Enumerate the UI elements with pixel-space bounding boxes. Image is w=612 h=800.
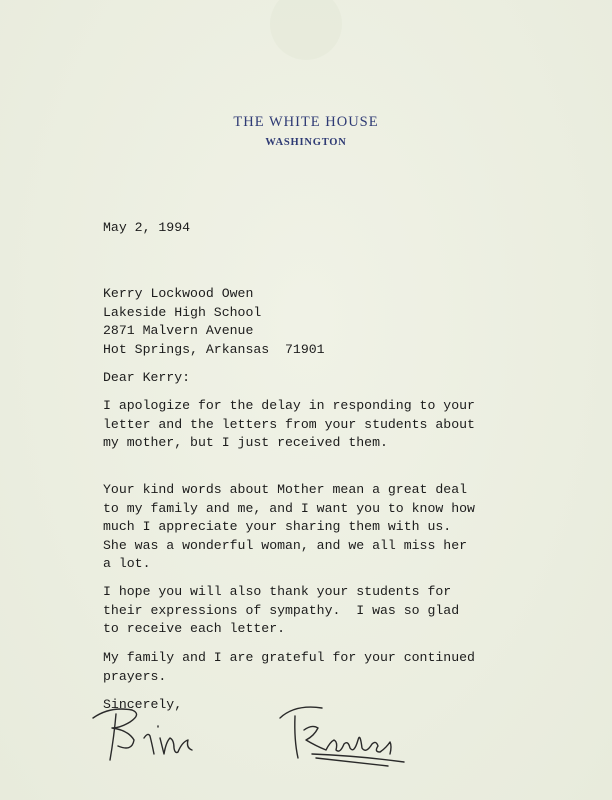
body-line: to receive each letter.: [103, 621, 286, 636]
address-line: Kerry Lockwood Owen: [103, 286, 254, 301]
body-line: much I appreciate your sharing them with us.: [103, 519, 452, 534]
closing: Sincerely,: [103, 697, 183, 712]
address-line: Lakeside High School: [103, 304, 262, 320]
body-line: their expressions of sympathy. I was so glad: [103, 602, 460, 618]
body-line: a lot.: [103, 556, 151, 571]
letter-date: May 2, 1994: [103, 220, 191, 235]
handwritten-signature: [90, 682, 430, 772]
body-line: I hope you will also thank your students for: [103, 584, 452, 599]
body-line: letter and the letters from your students about: [103, 416, 475, 432]
address-line: 2871 Malvern Avenue: [103, 323, 254, 338]
body-line: I apologize for the delay in responding to your: [103, 398, 475, 413]
letterhead-title: THE WHITE HOUSE: [233, 114, 379, 130]
embossed-seal: [270, 0, 342, 60]
address-line: Hot Springs, Arkansas 71901: [103, 341, 325, 357]
body-line: Your kind words about Mother mean a great deal: [103, 482, 468, 497]
salutation: Dear Kerry:: [103, 370, 191, 385]
body-line: to my family and me, and I want you to know how: [103, 500, 475, 516]
body-line: prayers.: [103, 668, 167, 684]
body-line: My family and I are grateful for your continued: [103, 650, 475, 665]
body-line: my mother, but I just received them.: [103, 435, 388, 450]
letterhead-subtitle: WASHINGTON: [265, 137, 347, 148]
body-line: She was a wonderful woman, and we all miss her: [103, 537, 468, 553]
